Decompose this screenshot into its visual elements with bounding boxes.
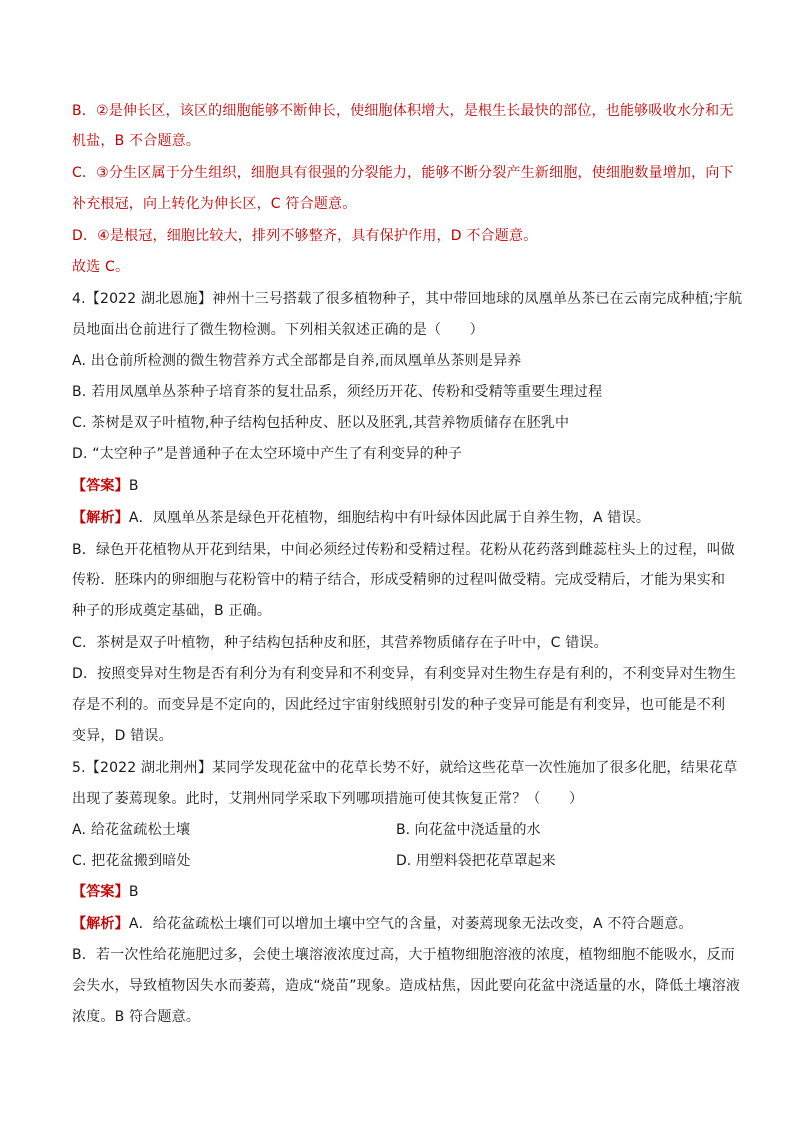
q5-option-c: C. 把花盆搬到暗处 — [72, 853, 191, 869]
q4-option-b: B. 若用凤凰单丛茶种子培育茶的复壮品系，须经历开花、传粉和受精等重要生理过程 — [72, 384, 603, 400]
q4-analysis-b-line-1: B．绿色开花植物从开花到结果，中间必须经过传粉和受精过程。花粉从花药落到雌蕊柱头上的过程，叫做 — [72, 542, 736, 558]
q5-stem-line-1: 5.【2022 湖北荆州】某同学发现花盆中的花草长势不好，就给这些花草一次性施加了很多化肥，结果花草 — [72, 760, 738, 776]
q5-option-d: D. 用塑料袋把花草罩起来 — [396, 853, 556, 869]
option-d-line: D．④是根冠，细胞比较大，排列不够整齐，具有保护作用，D 不合题意。 — [72, 228, 538, 244]
q4-analysis-tag: 【解析】 — [72, 510, 129, 526]
q5-analysis-b-line-3: 浓度。B 符合题意。 — [72, 1009, 201, 1025]
q4-option-a: A. 出仓前所检测的微生物营养方式全部都是自养,而凤凰单丛茶则是异养 — [72, 353, 522, 369]
q4-analysis-d-line-2: 存是不利的。而变异是不定向的，因此经过宇宙射线照射引发的种子变异可能是有利变异，也可能是不利 — [72, 697, 726, 713]
q5-analysis-tag: 【解析】 — [72, 916, 129, 932]
q4-analysis-a — [72, 508, 732, 528]
q5-analysis-a — [72, 914, 732, 934]
q5-analysis-a-text: A．给花盆疏松土壤们可以增加土壤中空气的含量，对萎蔫现象无法改变，A 不符合题意。 — [128, 916, 693, 932]
q3-answer-conclusion: 故选 C。 — [72, 259, 130, 275]
q5-option-a: A. 给花盆疏松土壤 — [72, 822, 191, 838]
q4-option-c: C. 茶树是双子叶植物,种子结构包括种皮、胚以及胚乳,其营养物质储存在胚乳中 — [72, 415, 570, 431]
q4-answer-value: B — [128, 478, 139, 494]
option-c-line-1: C．③分生区属于分生组织，细胞具有很强的分裂能力，能够不断分裂产生新细胞，使细胞数量增加，向下 — [72, 165, 734, 181]
option-b-line-1: B．②是伸长区，该区的细胞能够不断伸长，使细胞体积增大，是根生长最快的部位，也能够吸收水分和无 — [72, 103, 734, 119]
q5-answer-row — [72, 882, 732, 902]
q4-stem-line-2: 员地面出仓前进行了微生物检测。下列相关叙述正确的是（ ） — [72, 322, 484, 338]
option-b-line-2: 机盐，B 不合题意。 — [72, 133, 201, 149]
option-c-line-2: 补充根冠，向上转化为伸长区，C 符合题意。 — [72, 196, 357, 212]
q4-analysis-c: C．茶树是双子叶植物，种子结构包括种皮和胚，其营养物质储存在子叶中，C 错误。 — [72, 635, 608, 651]
q5-analysis-b-line-2: 会失水，导致植物因失水而萎蔫，造成“烧苗”现象。造成枯焦，因此要向花盆中浇适量的水，降低土壤溶液 — [72, 978, 741, 994]
q4-analysis-d-line-3: 变异，D 错误。 — [72, 728, 173, 744]
q4-analysis-d-line-1: D．按照变异对生物是否有利分为有利变异和不利变异，有利变异对生物生存是有利的，不利变异对生物生 — [72, 666, 737, 682]
q4-option-d: D. “太空种子”是普通种子在太空环境中产生了有利变异的种子 — [72, 446, 463, 462]
q5-stem-line-2: 出现了萎蔫现象。此时，艾荆州同学采取下列哪项措施可使其恢复正常？（ ） — [72, 791, 584, 807]
q4-analysis-b-line-2: 传粉．胚珠内的卵细胞与花粉管中的精子结合，形成受精卵的过程叫做受精。完成受精后，才能为果实和 — [72, 572, 726, 588]
q5-answer-value: B — [128, 884, 139, 900]
q4-answer-row — [72, 476, 732, 496]
q4-analysis-b-line-3: 种子的形成奠定基础，B 正确。 — [72, 603, 272, 619]
q4-analysis-a-text: A．凤凰单丛茶是绿色开花植物，细胞结构中有叶绿体因此属于自养生物，A 错误。 — [128, 510, 651, 526]
q5-answer-tag: 【答案】 — [72, 884, 129, 900]
q5-option-b: B. 向花盆中浇适量的水 — [396, 822, 541, 838]
q4-stem-line-1: 4.【2022 湖北恩施】神州十三号搭载了很多植物种子，其中带回地球的凤凰单丛茶已在云南完成种植;宇航 — [72, 291, 743, 307]
q4-answer-tag: 【答案】 — [72, 478, 129, 494]
q5-analysis-b-line-1: B．若一次性给花施肥过多，会使土壤溶液浓度过高，大于植物细胞溶液的浓度，植物细胞不能吸水，反而 — [72, 947, 736, 963]
